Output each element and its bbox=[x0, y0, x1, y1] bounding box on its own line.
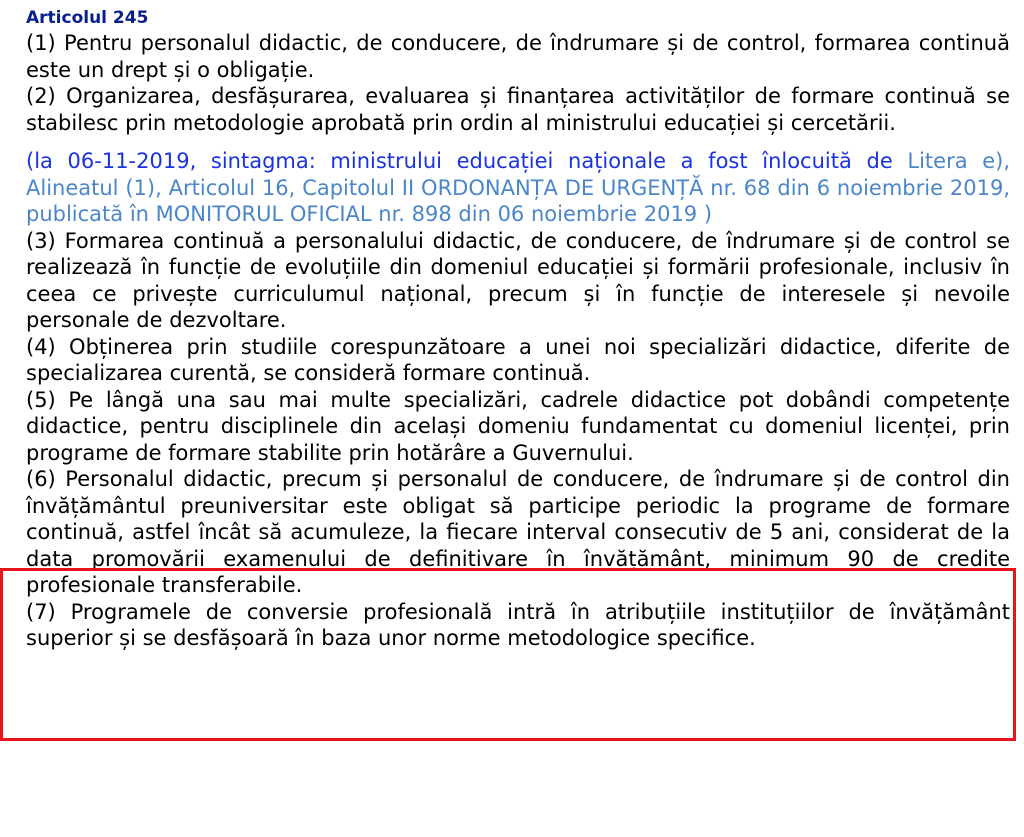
amendment-lead: (la 06-11-2019, sintagma: ministrului educației naționale a fost înlocuită de bbox=[26, 149, 893, 173]
paragraph-6: (6) Personalul didactic, precum și personalul de conducere, de îndrumare și de control din învățământul preuniversitar este obligat să participe periodic la programe de formare continuă, astfel încât să acumuleze, la fiecare interval consecutiv de 5 ani, considerat de la data promovării examenului de definitivare în învățământ, minimum 90 de credite profesionale transferabile. bbox=[26, 467, 1010, 597]
amendment-link[interactable]: Litera e), Alineatul (1), Articolul 16, Capitolul II ORDONANȚA DE URGENȚĂ nr. 68 din 6 noiembrie 2019, publicată în MONITORUL OFICIAL nr. 898 din 06 noiembrie 2019 ) bbox=[26, 149, 1010, 226]
article-title: Articolul 245 bbox=[26, 8, 149, 28]
paragraph-2: (2) Organizarea, desfășurarea, evaluarea și finanțarea activităților de formare continuă se stabilesc prin metodologie aprobată prin ordin al ministrului educației și cercetării. bbox=[26, 84, 1010, 135]
paragraph-1: (1) Pentru personalul didactic, de conducere, de îndrumare și de control, formarea continuă este un drept și o obligație. bbox=[26, 31, 1010, 82]
document-page bbox=[26, 6, 1010, 652]
paragraph-4: (4) Obținerea prin studiile corespunzătoare a unei noi specializări didactice, diferite de specializarea curentă, se consideră formare continuă. bbox=[26, 334, 1010, 385]
paragraph-5: (5) Pe lângă una sau mai multe specializări, cadrele didactice pot dobândi competențe didactice, pentru disciplinele din același domeniu fundamentat cu domeniul licenței, prin programe de formare stabilite prin hotărâre a Guvernului. bbox=[26, 387, 1010, 465]
paragraph-7: (7) Programele de conversie profesională intră în atribuțiile instituțiilor de învățământ superior și se desfășoară în baza unor norme metodologice specifice. bbox=[26, 599, 1010, 650]
paragraph-3: (3) Formarea continuă a personalului didactic, de conducere, de îndrumare și de control se realizează în funcție de evoluțiile din domeniul educației și formării profesionale, inclusiv în ceea ce privește curriculumul național, precum și în funcție de interesele și nevoile personale de dezvoltare. bbox=[26, 228, 1010, 332]
amendment-note[interactable] bbox=[26, 148, 1010, 228]
